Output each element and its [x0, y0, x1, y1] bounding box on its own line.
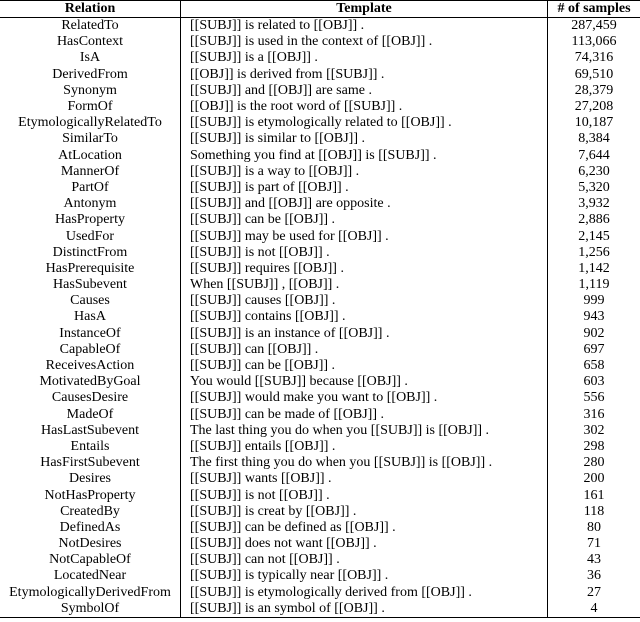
sample-count-cell: 43	[587, 552, 601, 568]
table-row	[0, 568, 640, 584]
table-row	[0, 552, 640, 568]
header-relation: Relation	[0, 1, 181, 18]
template-cell: [[SUBJ]] contains [[OBJ]] .	[181, 309, 548, 325]
table-row	[0, 148, 640, 164]
table-row	[0, 34, 640, 50]
relation-cell: HasSubevent	[0, 277, 181, 293]
table-row	[0, 196, 640, 212]
table-row	[0, 131, 640, 147]
template-cell: [[SUBJ]] can be made of [[OBJ]] .	[181, 407, 548, 423]
relation-cell: NotDesires	[0, 536, 181, 552]
table-row	[0, 601, 640, 618]
template-cell: [[SUBJ]] requires [[OBJ]] .	[181, 261, 548, 277]
template-cell: [[SUBJ]] can be [[OBJ]] .	[181, 358, 548, 374]
table-row	[0, 115, 640, 131]
relation-cell: SymbolOf	[0, 601, 181, 618]
template-cell: [[SUBJ]] is an symbol of [[OBJ]] .	[181, 601, 548, 618]
table-row	[0, 293, 640, 309]
table-header	[0, 1, 640, 18]
relation-cell: Entails	[0, 439, 181, 455]
sample-count-cell: 4	[548, 601, 640, 618]
relation-cell: Causes	[0, 293, 181, 309]
table-row	[0, 504, 640, 520]
table-row	[0, 455, 640, 471]
relation-cell: EtymologicallyDerivedFrom	[0, 585, 181, 601]
relation-cell: HasProperty	[0, 212, 181, 228]
relation-cell: HasPrerequisite	[0, 261, 181, 277]
template-cell: [[SUBJ]] entails [[OBJ]] .	[181, 439, 548, 455]
relation-cell: HasLastSubevent	[0, 423, 181, 439]
relation-cell: DefinedAs	[0, 520, 181, 536]
sample-count-cell: 6,230	[578, 163, 610, 179]
template-cell: [[SUBJ]] can be [[OBJ]] .	[181, 212, 548, 228]
table-row	[0, 585, 640, 601]
relation-cell: InstanceOf	[0, 326, 181, 342]
sample-count-cell: 2,886	[578, 212, 610, 228]
sample-count-cell: 69,510	[574, 66, 614, 82]
template-cell: Something you find at [[OBJ]] is [[SUBJ]] .	[181, 148, 548, 164]
table-row	[0, 50, 640, 66]
table-row	[0, 423, 640, 439]
relation-cell: ReceivesAction	[0, 358, 181, 374]
sample-count-cell: 28,379	[574, 82, 614, 98]
sample-count-cell: 3,932	[578, 196, 610, 212]
relation-cell: MadeOf	[0, 407, 181, 423]
relation-cell: Desires	[0, 471, 181, 487]
table-row	[0, 520, 640, 536]
template-cell: [[SUBJ]] and [[OBJ]] are opposite .	[181, 196, 548, 212]
sample-count-cell: 200	[583, 471, 605, 487]
template-cell: [[SUBJ]] is creat by [[OBJ]] .	[181, 504, 548, 520]
sample-count-cell: 27	[587, 584, 601, 600]
template-cell: You would [[SUBJ]] because [[OBJ]] .	[181, 374, 548, 390]
table-row	[0, 342, 640, 358]
template-cell: [[SUBJ]] may be used for [[OBJ]] .	[181, 228, 548, 244]
sample-count-cell: 697	[583, 341, 605, 357]
sample-count-cell: 71	[587, 536, 601, 552]
template-cell: [[SUBJ]] is etymologically related to [[OBJ]] .	[181, 115, 548, 131]
table-row	[0, 67, 640, 83]
relation-cell: Synonym	[0, 83, 181, 99]
sample-count-cell: 5,320	[578, 179, 610, 195]
table-row	[0, 374, 640, 390]
sample-count-cell: 316	[583, 406, 605, 422]
template-cell: [[SUBJ]] is a [[OBJ]] .	[181, 50, 548, 66]
table-row	[0, 471, 640, 487]
table-row	[0, 487, 640, 503]
relation-cell: UsedFor	[0, 228, 181, 244]
sample-count-cell: 1,142	[578, 260, 610, 276]
relation-cell: MotivatedByGoal	[0, 374, 181, 390]
table-row	[0, 228, 640, 244]
sample-count-cell: 298	[583, 438, 605, 454]
relation-cell: DistinctFrom	[0, 245, 181, 261]
table-row	[0, 180, 640, 196]
template-cell: [[SUBJ]] can [[OBJ]] .	[181, 342, 548, 358]
table-row	[0, 407, 640, 423]
table-row	[0, 439, 640, 455]
relation-cell: HasContext	[0, 34, 181, 50]
template-cell: [[SUBJ]] is a way to [[OBJ]] .	[181, 164, 548, 180]
sample-count-cell: 7,644	[578, 147, 610, 163]
sample-count-cell: 556	[583, 390, 605, 406]
template-cell: The first thing you do when you [[SUBJ]] is [[OBJ]] .	[181, 455, 548, 471]
sample-count-cell: 1,256	[578, 244, 610, 260]
table-row	[0, 326, 640, 342]
template-cell: The last thing you do when you [[SUBJ]] is [[OBJ]] .	[181, 423, 548, 439]
template-cell: [[SUBJ]] is similar to [[OBJ]] .	[181, 131, 548, 147]
template-cell: [[SUBJ]] would make you want to [[OBJ]] .	[181, 390, 548, 406]
sample-count-cell: 302	[583, 422, 605, 438]
sample-count-cell: 74,316	[574, 50, 614, 66]
template-cell: [[SUBJ]] is part of [[OBJ]] .	[181, 180, 548, 196]
table-row	[0, 212, 640, 228]
relation-cell: FormOf	[0, 99, 181, 115]
relation-cell: HasFirstSubevent	[0, 455, 181, 471]
table-row	[0, 164, 640, 180]
table-row	[0, 309, 640, 325]
relation-cell: DerivedFrom	[0, 67, 181, 83]
table-row	[0, 83, 640, 99]
table-row	[0, 99, 640, 115]
sample-count-cell: 2,145	[578, 228, 610, 244]
relation-cell: Antonym	[0, 196, 181, 212]
template-cell: [[SUBJ]] is not [[OBJ]] .	[181, 245, 548, 261]
sample-count-cell: 10,187	[574, 115, 614, 131]
relation-cell: NotHasProperty	[0, 487, 181, 503]
template-cell: [[SUBJ]] is related to [[OBJ]] .	[181, 18, 548, 35]
table-row	[0, 390, 640, 406]
template-cell: [[SUBJ]] causes [[OBJ]] .	[181, 293, 548, 309]
template-cell: [[SUBJ]] wants [[OBJ]] .	[181, 471, 548, 487]
sample-count-cell: 113,066	[571, 34, 617, 50]
relation-cell: NotCapableOf	[0, 552, 181, 568]
sample-count-cell: 1,119	[578, 277, 610, 293]
sample-count-cell: 603	[583, 374, 605, 390]
sample-count-cell: 161	[583, 487, 605, 503]
template-cell: [[SUBJ]] is an instance of [[OBJ]] .	[181, 326, 548, 342]
template-cell: When [[SUBJ]] , [[OBJ]] .	[181, 277, 548, 293]
header-row	[0, 1, 640, 18]
template-cell: [[SUBJ]] and [[OBJ]] are same .	[181, 83, 548, 99]
relation-cell: CreatedBy	[0, 504, 181, 520]
sample-count-cell: 118	[583, 503, 605, 519]
table-body	[0, 18, 640, 618]
relation-cell: HasA	[0, 309, 181, 325]
relation-cell: IsA	[0, 50, 181, 66]
sample-count-cell: 8,384	[578, 131, 610, 147]
relation-cell: RelatedTo	[0, 18, 181, 35]
sample-count-cell: 36	[587, 568, 601, 584]
table-row	[0, 536, 640, 552]
sample-count-cell: 658	[583, 358, 605, 374]
table-row	[0, 245, 640, 261]
relation-cell: EtymologicallyRelatedTo	[0, 115, 181, 131]
sample-count-cell: 80	[587, 519, 601, 535]
relation-cell: MannerOf	[0, 164, 181, 180]
sample-count-cell: 999	[583, 293, 605, 309]
header-template: Template	[181, 1, 548, 18]
template-cell: [[SUBJ]] is not [[OBJ]] .	[181, 487, 548, 503]
relation-cell: CausesDesire	[0, 390, 181, 406]
table-row	[0, 261, 640, 277]
sample-count-cell: 27,208	[574, 99, 614, 115]
template-cell: [[SUBJ]] can be defined as [[OBJ]] .	[181, 520, 548, 536]
template-cell: [[OBJ]] is the root word of [[SUBJ]] .	[181, 99, 548, 115]
relation-cell: SimilarTo	[0, 131, 181, 147]
table-row	[0, 277, 640, 293]
template-cell: [[SUBJ]] is typically near [[OBJ]] .	[181, 568, 548, 584]
sample-count-cell: 943	[583, 309, 605, 325]
relation-cell: CapableOf	[0, 342, 181, 358]
template-cell: [[SUBJ]] is used in the context of [[OBJ]] .	[181, 34, 548, 50]
relation-cell: LocatedNear	[0, 568, 181, 584]
template-cell: [[OBJ]] is derived from [[SUBJ]] .	[181, 67, 548, 83]
table-row	[0, 18, 640, 35]
header-num-samples: # of samples	[548, 1, 640, 18]
sample-count-cell: 287,459	[571, 18, 617, 34]
template-cell: [[SUBJ]] can not [[OBJ]] .	[181, 552, 548, 568]
sample-count-cell: 902	[583, 325, 605, 341]
table-row	[0, 358, 640, 374]
sample-count-cell: 280	[583, 455, 605, 471]
template-cell: [[SUBJ]] does not want [[OBJ]] .	[181, 536, 548, 552]
relation-cell: AtLocation	[0, 148, 181, 164]
relation-cell: PartOf	[0, 180, 181, 196]
template-cell: [[SUBJ]] is etymologically derived from [[OBJ]] .	[181, 585, 548, 601]
